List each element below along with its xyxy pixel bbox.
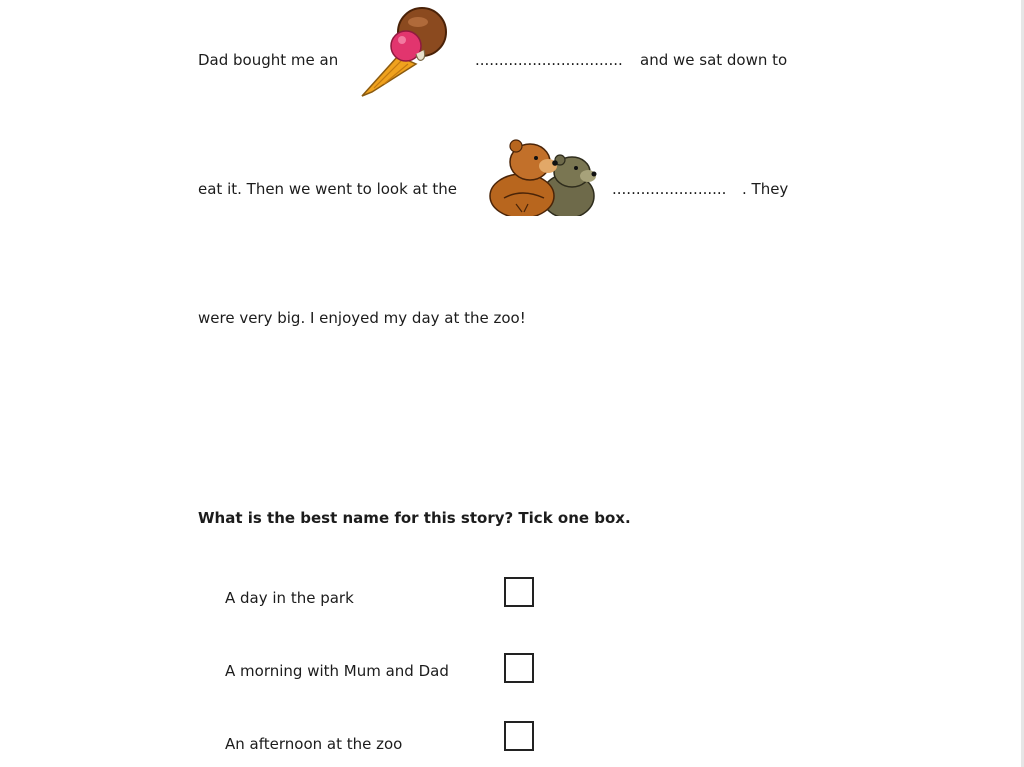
story-line2-start: eat it. Then we went to look at the [198,180,458,198]
story-line3: were very big. I enjoyed my day at the zoo! [198,309,526,327]
story-line1-end: and we sat down to [640,51,788,69]
story-line2-end: . They [742,180,789,198]
ice-cream-icon [358,4,452,98]
story-line1-start: Dad bought me an [198,51,339,69]
option-label-2: A morning with Mum and Dad [225,662,449,680]
option-label-1: A day in the park [225,589,354,607]
story-blank-1: ............................... [475,51,623,69]
option-checkbox-2[interactable] [504,653,534,683]
option-checkbox-1[interactable] [504,577,534,607]
story-blank-2: ........................ [612,180,727,198]
option-checkbox-3[interactable] [504,721,534,751]
question-prompt: What is the best name for this story? Tick one box. [198,509,631,527]
option-label-3: An afternoon at the zoo [225,735,403,753]
bears-icon [476,138,600,216]
